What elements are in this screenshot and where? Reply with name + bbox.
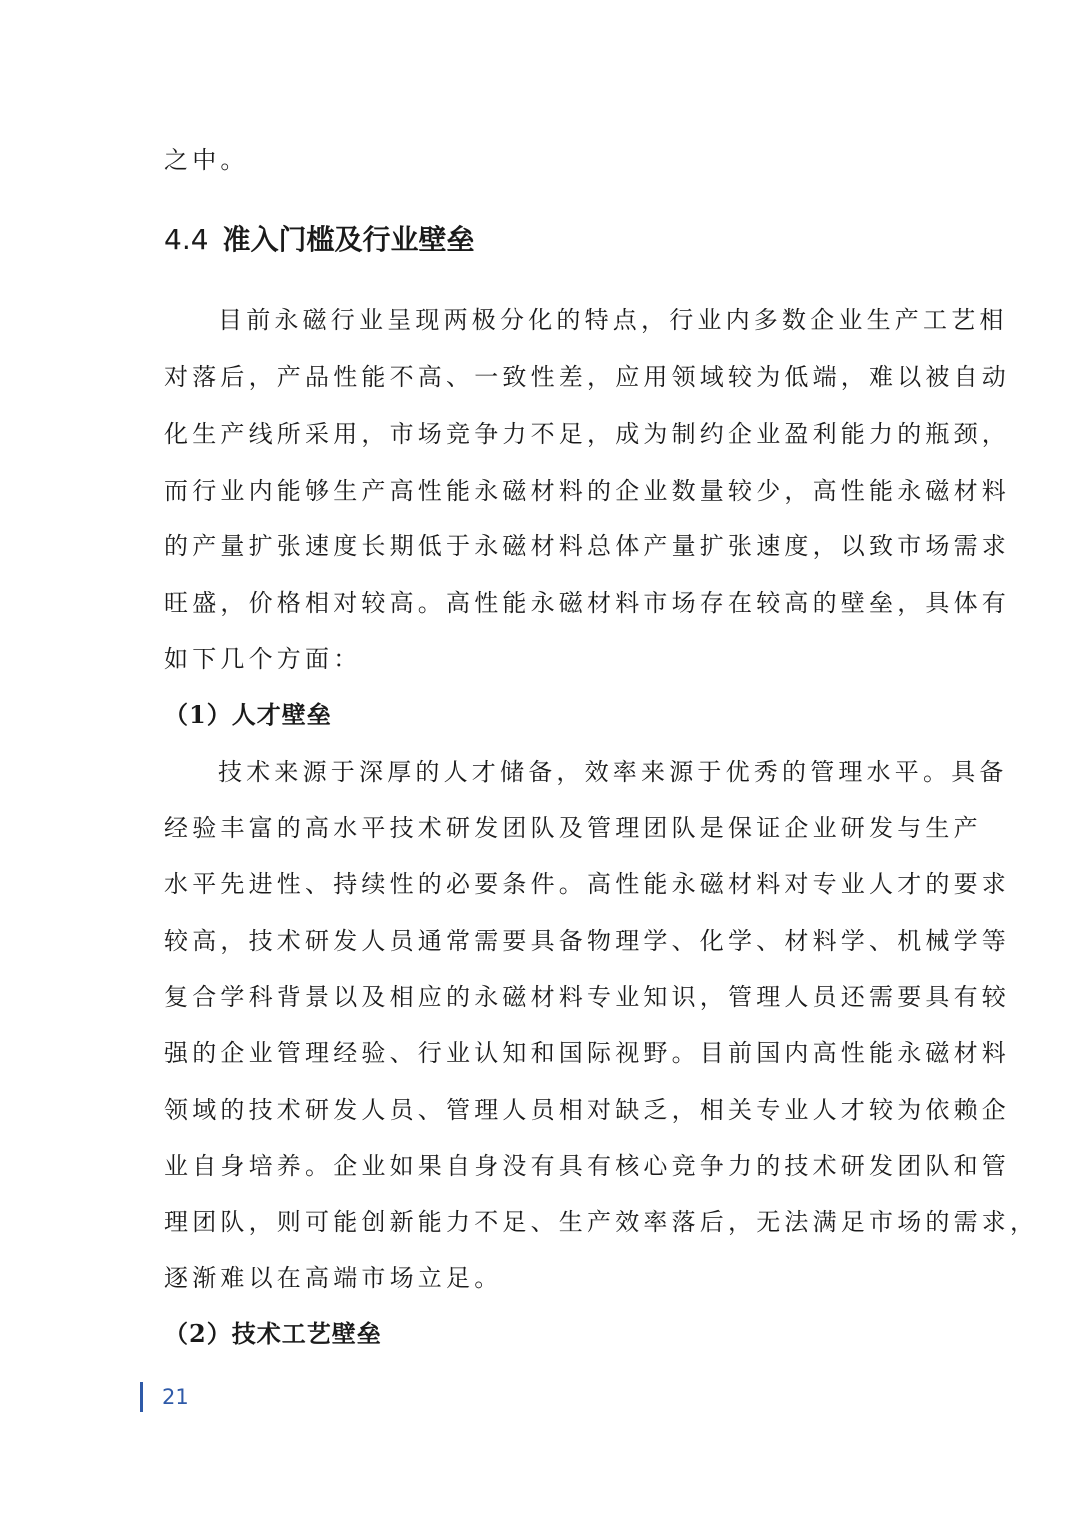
- section-title: 准入门槛及行业壁垒: [222, 223, 475, 256]
- talent-line: 技术来源于深厚的人才储备，效率来源于优秀的管理水平。具备: [218, 758, 1008, 786]
- page-number: 21: [162, 1385, 189, 1409]
- talent-line: 强的企业管理经验、行业认知和国际视野。目前国内高性能永磁材料: [164, 1039, 1010, 1067]
- intro-line: 目前永磁行业呈现两极分化的特点，行业内多数企业生产工艺相: [218, 306, 1008, 334]
- subheading-technology-barrier: （2）技术工艺壁垒: [164, 1319, 382, 1348]
- section-heading: [164, 222, 475, 258]
- talent-line: 业自身培养。企业如果自身没有具有核心竞争力的技术研发团队和管: [164, 1152, 1010, 1180]
- intro-line: 如下几个方面：: [164, 645, 362, 673]
- talent-line: 水平先进性、持续性的必要条件。高性能永磁材料对专业人才的要求: [164, 870, 1010, 898]
- paragraph-fragment: 之中。: [164, 146, 249, 174]
- talent-line: 领域的技术研发人员、管理人员相对缺乏，相关专业人才较为依赖企: [164, 1096, 1010, 1124]
- intro-line: 对落后，产品性能不高、一致性差，应用领域较为低端，难以被自动: [164, 363, 1010, 391]
- intro-line: 化生产线所采用，市场竞争力不足，成为制约企业盈利能力的瓶颈，: [164, 420, 1010, 448]
- page-number-bar: [140, 1382, 143, 1412]
- intro-line: 旺盛，价格相对较高。高性能永磁材料市场存在较高的壁垒，具体有: [164, 589, 1010, 617]
- talent-line: 较高，技术研发人员通常需要具备物理学、化学、材料学、机械学等: [164, 927, 1010, 955]
- talent-line: 复合学科背景以及相应的永磁材料专业知识，管理人员还需要具有较: [164, 983, 1010, 1011]
- intro-line: 而行业内能够生产高性能永磁材料的企业数量较少，高性能永磁材料: [164, 477, 1010, 505]
- subheading-talent-barrier: （1）人才壁垒: [164, 700, 332, 729]
- talent-line: 理团队，则可能创新能力不足、生产效率落后，无法满足市场的需求，: [164, 1208, 1039, 1236]
- talent-line: 逐渐难以在高端市场立足。: [164, 1264, 503, 1292]
- talent-line: 经验丰富的高水平技术研发团队及管理团队是保证企业研发与生产: [164, 814, 982, 842]
- section-number: 4.4: [164, 223, 209, 256]
- intro-line: 的产量扩张速度长期低于永磁材料总体产量扩张速度，以致市场需求: [164, 532, 1010, 560]
